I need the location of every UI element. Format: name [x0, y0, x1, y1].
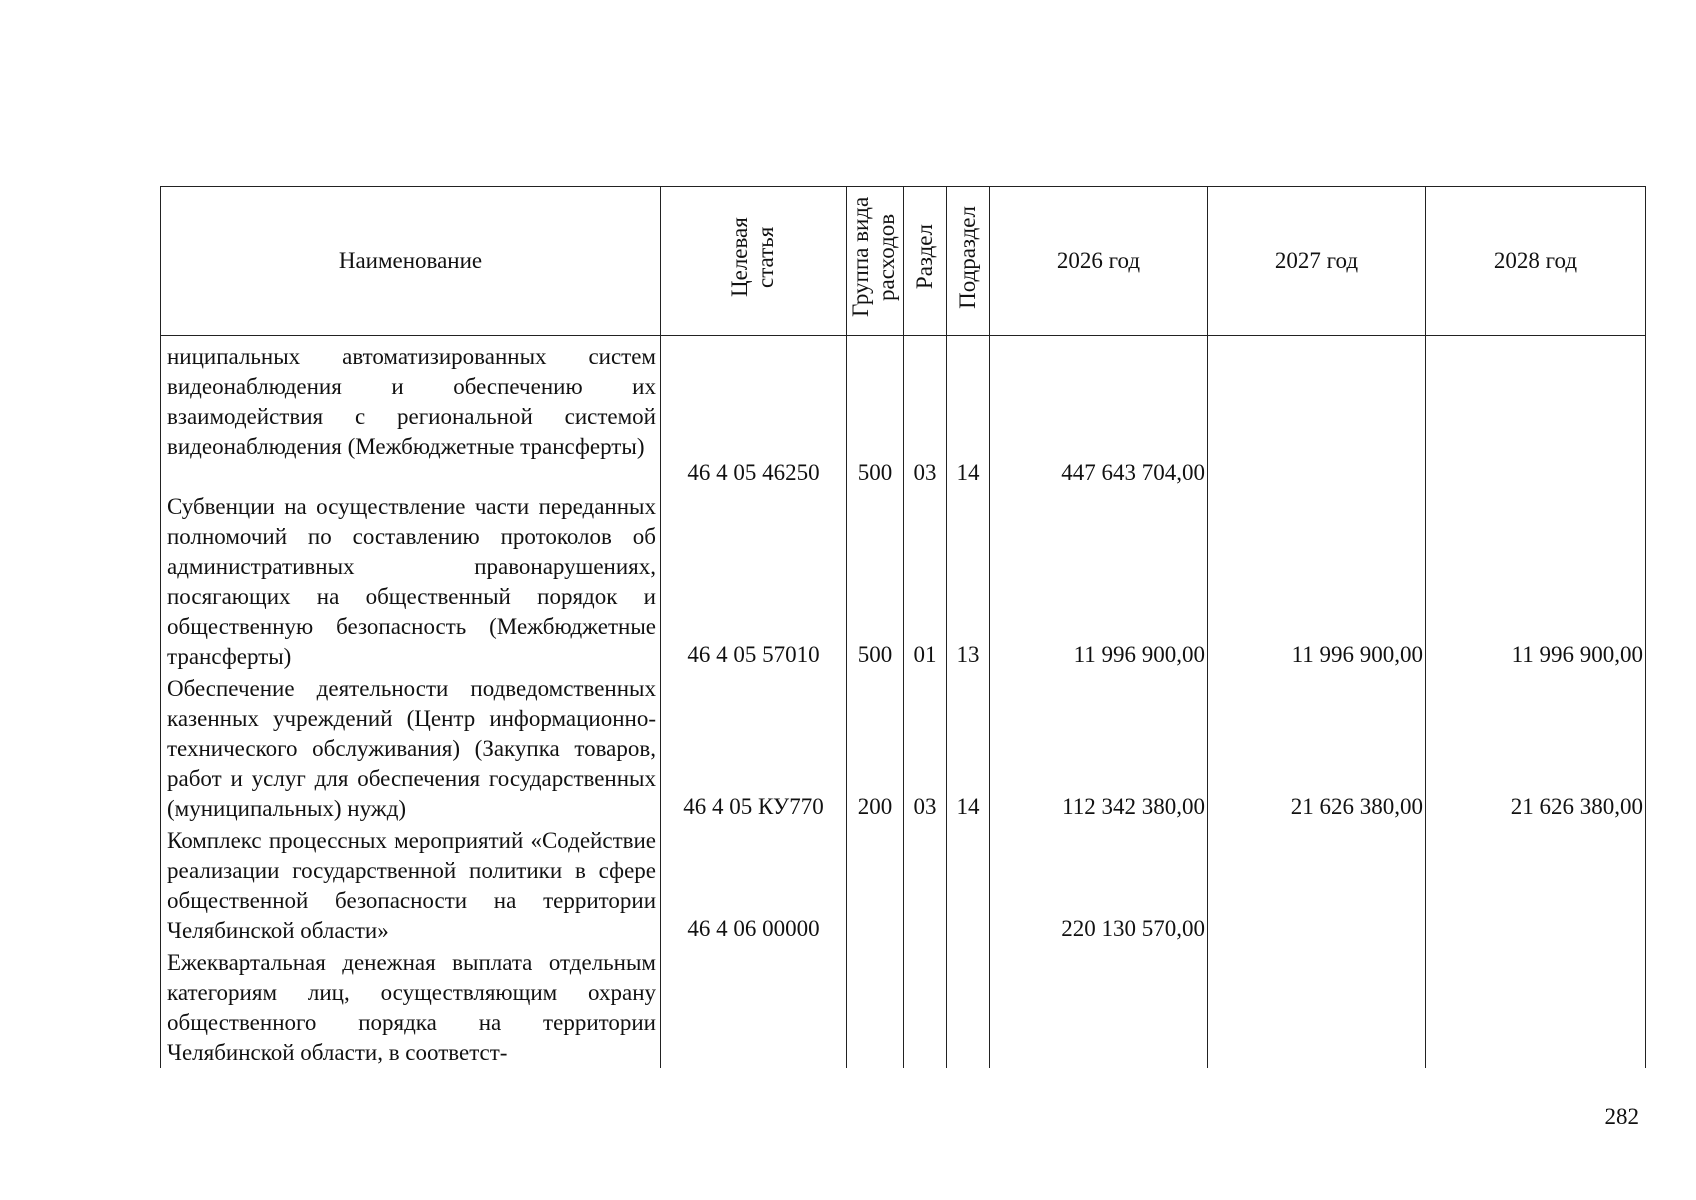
row-name: Ежеквартальная денежная выплата отдельным категориям лиц, осуществляющим охрану общественного порядка на территории Челябинской области, в соответст- [161, 946, 661, 1068]
row-2028 [1426, 946, 1646, 1068]
row-name: Субвенции на осуществление части переданных полномочий по составлению протоколов об административных правонарушениях, посягающих на общественный порядок и общественную безопасность (Межбюджетные трансферты) [161, 490, 661, 672]
budget-table [160, 186, 1646, 1068]
row-target-article: 46 4 05 КУ770 [661, 672, 847, 824]
header-section: Раздел [904, 187, 947, 336]
row-expense-group [847, 946, 904, 1068]
row-2028: 21 626 380,00 [1426, 672, 1646, 824]
row-target-article: 46 4 06 00000 [661, 824, 847, 946]
row-2028 [1426, 336, 1646, 491]
row-target-article [661, 946, 847, 1068]
row-subsection: 14 [947, 672, 990, 824]
row-subsection [947, 946, 990, 1068]
row-subsection: 13 [947, 490, 990, 672]
page-number: 282 [1604, 1104, 1639, 1129]
row-2026: 11 996 900,00 [990, 490, 1208, 672]
row-expense-group [847, 824, 904, 946]
row-expense-group: 500 [847, 490, 904, 672]
header-row [161, 187, 1646, 336]
header-2027: 2027 год [1208, 187, 1426, 336]
row-subsection [947, 824, 990, 946]
row-section [904, 946, 947, 1068]
row-2027 [1208, 824, 1426, 946]
row-section: 03 [904, 336, 947, 491]
row-2028 [1426, 824, 1646, 946]
header-2026: 2026 год [990, 187, 1208, 336]
header-name: Наименование [161, 187, 661, 336]
row-2026 [990, 946, 1208, 1068]
header-2028: 2028 год [1426, 187, 1646, 336]
row-section [904, 824, 947, 946]
row-name: Комплекс процессных мероприятий «Содействие реализации государственной политики в сфере общественной безопасности на территории Челябинской области» [161, 824, 661, 946]
row-section: 03 [904, 672, 947, 824]
row-2026: 447 643 704,00 [990, 336, 1208, 491]
row-2027 [1208, 336, 1426, 491]
row-target-article: 46 4 05 46250 [661, 336, 847, 491]
row-2026: 220 130 570,00 [990, 824, 1208, 946]
row-expense-group: 500 [847, 336, 904, 491]
row-2028: 11 996 900,00 [1426, 490, 1646, 672]
row-section: 01 [904, 490, 947, 672]
header-expense-group: Группа вида расходов [847, 187, 904, 336]
table-row [161, 946, 1646, 1068]
row-target-article: 46 4 05 57010 [661, 490, 847, 672]
table-row [161, 672, 1646, 824]
row-expense-group: 200 [847, 672, 904, 824]
row-2027: 21 626 380,00 [1208, 672, 1426, 824]
header-target-article: Целевая статья [661, 187, 847, 336]
row-2027 [1208, 946, 1426, 1068]
header-subsection: Подраздел [947, 187, 990, 336]
table-row [161, 336, 1646, 491]
row-name: Обеспечение деятельности подведомственных казенных учреждений (Центр информационно-технического обслуживания) (Закупка товаров, работ и услуг для обеспечения государственных (муниципальных) нужд) [161, 672, 661, 824]
row-subsection: 14 [947, 336, 990, 491]
row-2026: 112 342 380,00 [990, 672, 1208, 824]
table-row [161, 824, 1646, 946]
table-row [161, 490, 1646, 672]
row-2027: 11 996 900,00 [1208, 490, 1426, 672]
row-name: ниципальных автоматизированных систем видеонаблюдения и обеспечению их взаимодействия с региональной системой видеонаблюдения (Межбюджетные трансферты) [161, 336, 661, 491]
